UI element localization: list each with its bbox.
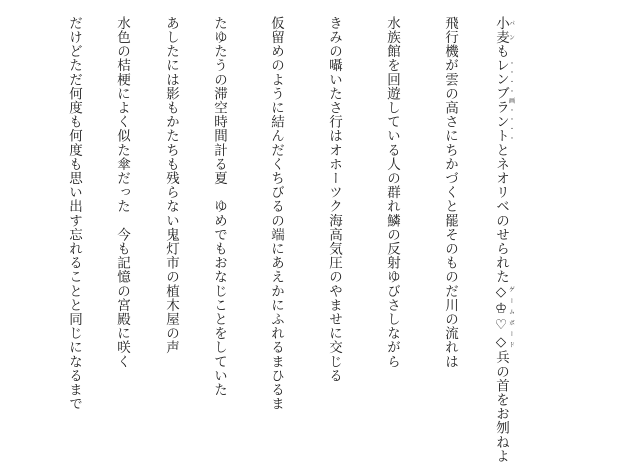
vertical-poem (0, 16, 620, 463)
line-text: 兵の首をお刎ねよ (493, 350, 509, 463)
line-text: たゆたうの滞空時間計る夏 ゆめでもおなじことをしていた (211, 16, 227, 397)
poem-line-9 (67, 16, 81, 411)
ruby-annotation: ◇♔♡◇ゲームボード (493, 283, 515, 351)
ruby-annotation: 小麦パン (493, 16, 515, 45)
line-text: も (493, 44, 509, 59)
line-text: だけどただ何度も何度も思い出す忘れることと同じになるまで (66, 16, 82, 411)
line-text: きみの囁いたさ行はオホーツク海高気圧のやませに交じる (326, 16, 342, 383)
poem-line-4 (327, 16, 341, 383)
line-text: 水族館を回遊している人の群れ鱗の反射ゆびさしながら (384, 16, 400, 369)
poem-line-2 (443, 16, 457, 369)
poem-line-7 (164, 16, 178, 354)
poem-line-6 (212, 16, 226, 397)
line-text: せられた (493, 227, 509, 284)
line-text: の (493, 213, 509, 228)
poem-line-8 (115, 16, 129, 369)
ruby-annotation: レンブラント・・・・画・・・・ (493, 58, 515, 143)
poem-line-1 (494, 16, 515, 463)
poem-line-5 (269, 16, 283, 411)
line-text: 水色の桔梗によく似た傘だった 今も記憶の宮殿に咲く (114, 16, 130, 369)
line-text: あしたには影もかたちも残らない鬼灯市の植木屋の声 (163, 16, 179, 355)
line-text: とネオリベ (493, 142, 509, 214)
line-text: 飛行機が雲の高さにちかづくと罷そのものだ川の流れは (442, 16, 458, 369)
line-text: 仮留めのように結んだくちびるの端にあえかにふれるまひるま (268, 16, 284, 411)
poem-line-3 (385, 16, 399, 369)
